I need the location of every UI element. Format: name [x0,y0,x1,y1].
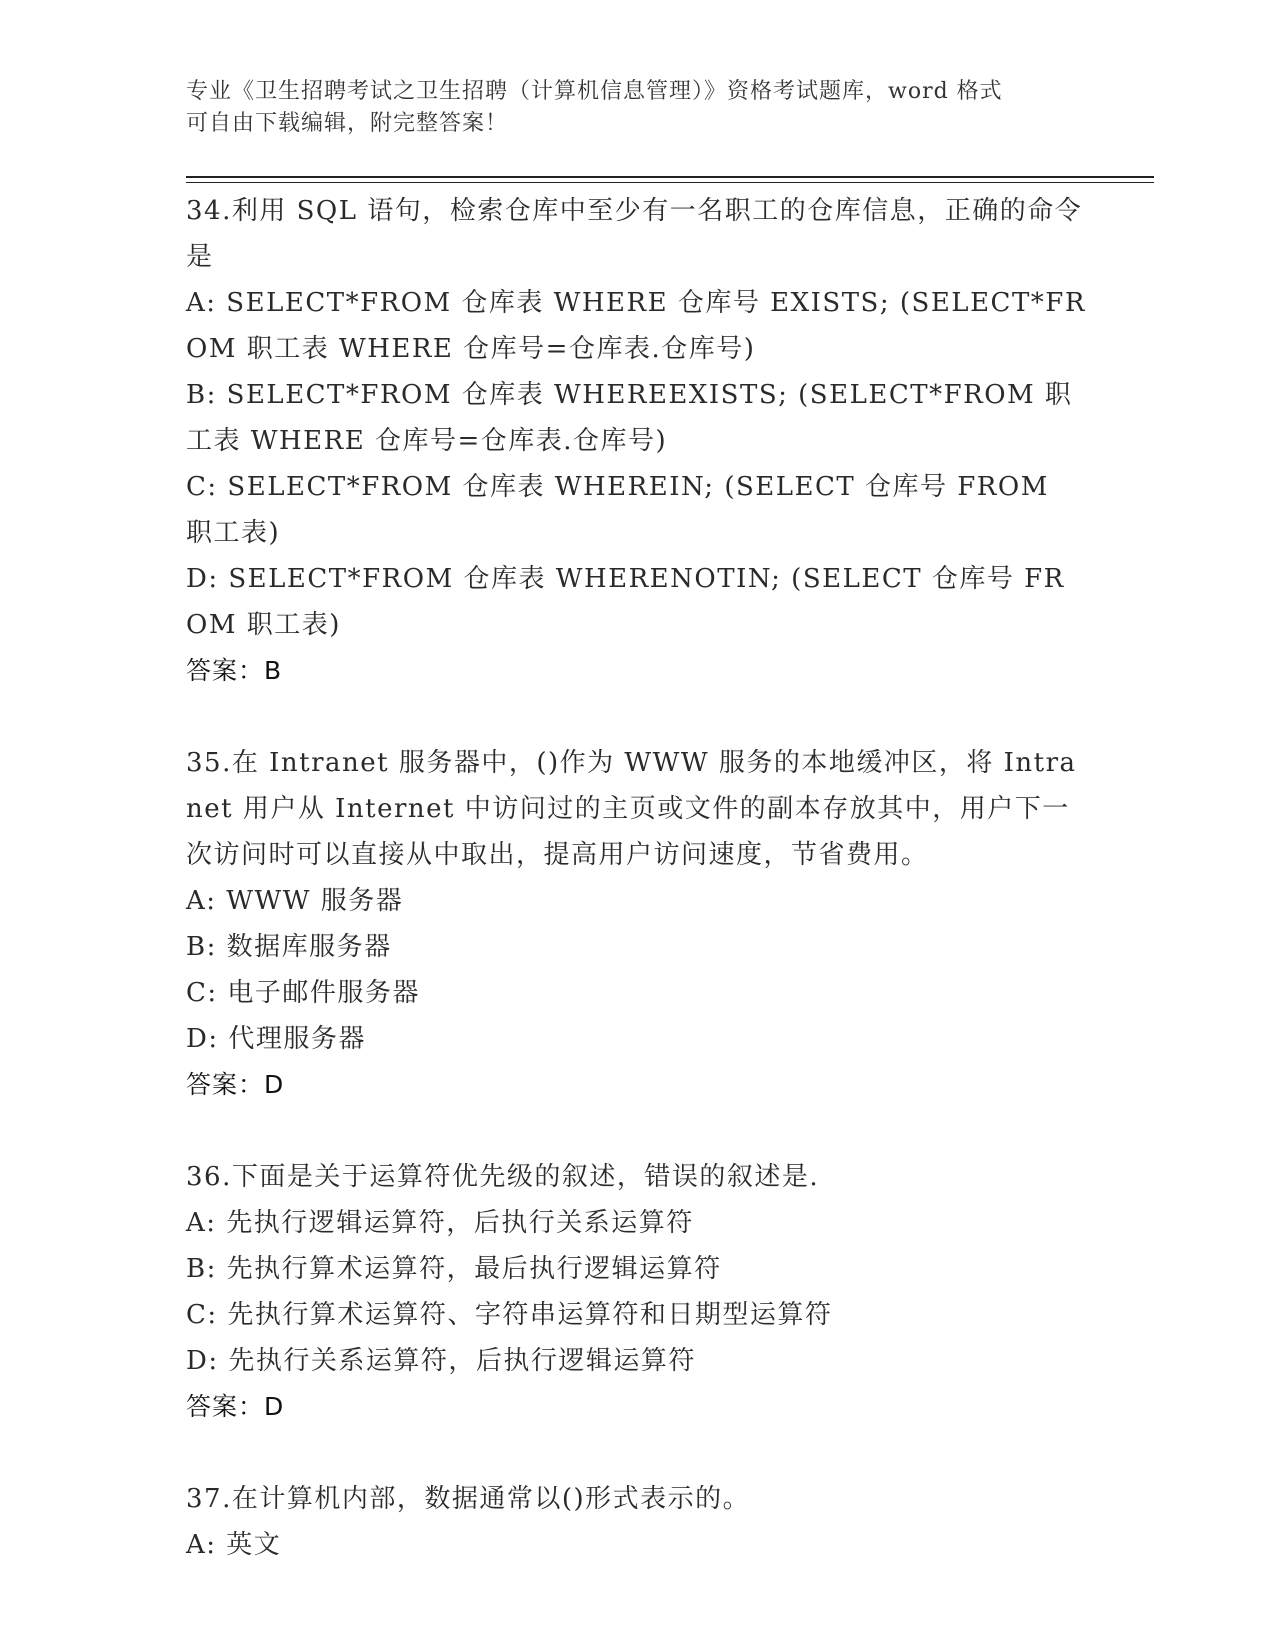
answer-label: 答案：B [186,656,283,685]
option-b: B: SELECT*FROM 仓库表 WHEREEXISTS; (SELECT*FROM 职工表 WHERE 仓库号=仓库表.仓库号) [186,380,1073,456]
option-c: C: 先执行算术运算符、字符串运算符和日期型运算符 [186,1300,833,1330]
option-c: C: SELECT*FROM 仓库表 WHEREIN; (SELECT 仓库号 FROM 职工表) [186,472,1049,548]
answer-label: 答案：D [186,1070,285,1099]
option-d: D: SELECT*FROM 仓库表 WHERENOTIN; (SELECT 仓库号 FROM 职工表) [186,564,1065,640]
option-b: B: 数据库服务器 [186,932,392,962]
question-34 [186,188,1086,694]
header-line-2: 可自由下载编辑，附完整答案！ [186,111,509,136]
option-a: A: WWW 服务器 [186,886,404,916]
question-stem: 37.在计算机内部，数据通常以()形式表示的。 [186,1484,751,1514]
answer-label: 答案：D [186,1392,285,1421]
header-divider-thick [186,176,1154,178]
question-stem: 35.在 Intranet 服务器中，()作为 WWW 服务的本地缓冲区，将 Intranet 用户从 Internet 中访问过的主页或文件的副本存放其中，用户下一次访问时可以直接从中取出，提高用户访问速度，节省费用。 [186,748,1077,870]
option-d: D: 代理服务器 [186,1024,366,1054]
option-a: A: SELECT*FROM 仓库表 WHERE 仓库号 EXISTS; (SELECT*FROM 职工表 WHERE 仓库号=仓库表.仓库号) [186,288,1086,364]
header-divider-thin [186,182,1154,183]
option-b: B: 先执行算术运算符，最后执行逻辑运算符 [186,1254,722,1284]
option-a: A: 先执行逻辑运算符，后执行关系运算符 [186,1208,694,1238]
document-header [186,76,1066,140]
question-35 [186,740,1086,1108]
question-37 [186,1476,1086,1568]
option-a: A: 英文 [186,1530,282,1560]
question-list [186,188,1086,1614]
header-line-1: 专业《卫生招聘考试之卫生招聘（计算机信息管理）》资格考试题库，word 格式 [186,79,1003,104]
question-stem: 36.下面是关于运算符优先级的叙述，错误的叙述是. [186,1162,820,1192]
option-c: C: 电子邮件服务器 [186,978,420,1008]
question-36 [186,1154,1086,1430]
question-stem: 34.利用 SQL 语句，检索仓库中至少有一名职工的仓库信息，正确的命令是 [186,196,1083,272]
option-d: D: 先执行关系运算符，后执行逻辑运算符 [186,1346,696,1376]
